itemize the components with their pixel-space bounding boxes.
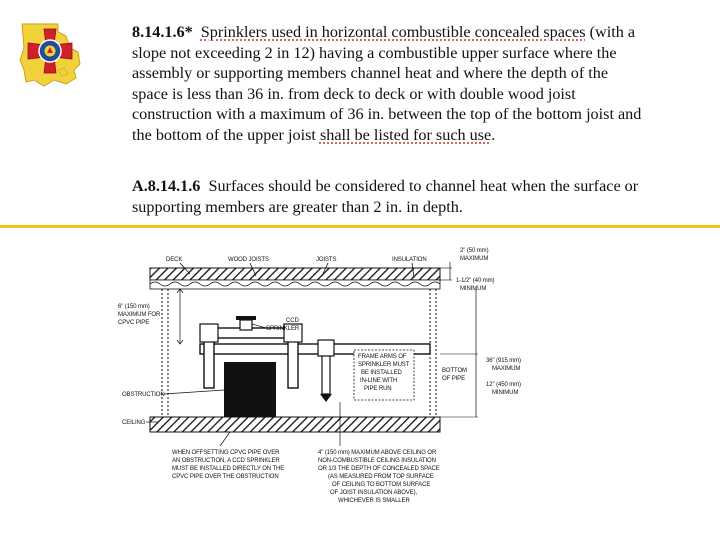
annex-number: A.8.14.1.6 bbox=[132, 177, 201, 195]
bottom-pipe-2: OF PIPE bbox=[442, 376, 465, 382]
insulation-band bbox=[150, 280, 440, 289]
section-line-3: assembly or supporting members channel heat and where the depth of the bbox=[132, 64, 609, 83]
label-sprinkler: SPRINKLER bbox=[266, 326, 300, 332]
label-deck: DECK bbox=[166, 257, 183, 263]
frame-note-3: BE INSTALLED bbox=[361, 370, 402, 376]
leader-bottom-left bbox=[220, 432, 230, 446]
bottom-right-3: OR 1/3 THE DEPTH OF CONCEALED SPACE bbox=[318, 466, 440, 472]
section-line-1: (with a bbox=[589, 23, 636, 41]
bottom-left-4: CPVC PIPE OVER THE OBSTRUCTION bbox=[172, 474, 279, 480]
section-title: Sprinklers used in horizontal combustible concealed spaces bbox=[200, 23, 586, 41]
label-wood-joists: WOOD JOISTS bbox=[228, 257, 269, 263]
section-line-5: construction with a maximum of 36 in. between the top of the bottom joist and bbox=[132, 105, 642, 124]
pipe-elbow-left bbox=[200, 324, 218, 342]
bottom-left-3: MUST BE INSTALLED DIRECTLY ON THE bbox=[172, 466, 285, 472]
bottom-left-2: AN OBSTRUCTION, A CCD SPRINKLER bbox=[172, 458, 280, 464]
section-number: 8.14.1.6* bbox=[132, 23, 193, 41]
obstruction-block bbox=[224, 362, 276, 417]
ccd-sprinkler-deflector bbox=[236, 316, 256, 320]
right-mid-2: MAXIMUM bbox=[492, 366, 521, 372]
section-listed-phrase: shall be listed for such use bbox=[319, 125, 492, 144]
bottom-right-5: OF CEILING TO BOTTOM SURFACE bbox=[332, 482, 431, 488]
deck-band bbox=[150, 268, 440, 280]
pendent-sprinkler bbox=[320, 394, 332, 402]
section-line-2: slope not exceeding 2 in 12) having a combustible upper surface where the bbox=[132, 43, 617, 62]
label-obstruction: OBSTRUCTION bbox=[122, 392, 165, 398]
sprinkler-drop bbox=[322, 352, 330, 394]
frame-note-4: IN-LINE WITH bbox=[360, 378, 398, 384]
ceiling-band bbox=[150, 417, 440, 432]
bottom-right-2: NON-COMBUSTIBLE CEILING INSULATION bbox=[318, 458, 436, 464]
frame-note-5: PIPE RUN bbox=[364, 386, 392, 392]
bottom-right-7: WHICHEVER IS SMALLER bbox=[338, 498, 410, 504]
frame-note-2: SPRINKLER MUST bbox=[358, 362, 410, 368]
right-top-1: 2" (50 mm) bbox=[460, 248, 489, 254]
sprinkler-diagram bbox=[0, 240, 720, 540]
leader-obstruction bbox=[164, 390, 224, 394]
section-period: . bbox=[491, 125, 496, 144]
annex-line-2: supporting members are greater than 2 in. in depth. bbox=[132, 197, 463, 216]
fire-marshal-logo bbox=[18, 18, 84, 90]
section-paragraph bbox=[132, 22, 704, 146]
section-line-4: space is less than 36 in. from deck to deck or with double wood joist bbox=[132, 84, 576, 103]
right-mid-3: 12" (450 mm) bbox=[486, 382, 521, 388]
bottom-right-1: 4" (150 mm) MAXIMUM ABOVE CEILING OR bbox=[318, 450, 437, 456]
bottom-right-4: (AS MEASURED FROM TOP SURFACE bbox=[328, 474, 434, 480]
left-note-1: 6" (150 mm) bbox=[118, 304, 150, 310]
right-top-3: 1-1/2" (40 mm) bbox=[456, 278, 495, 284]
right-top-2: MAXIMUM bbox=[460, 256, 489, 262]
right-mid-1: 36" (915 mm) bbox=[486, 358, 521, 364]
annex-paragraph bbox=[132, 176, 704, 217]
bottom-pipe-1: BOTTOM bbox=[442, 368, 467, 374]
label-ccd: CCD bbox=[286, 318, 299, 324]
label-ceiling: CEILING bbox=[122, 420, 146, 426]
right-mid-4: MINIMUM bbox=[492, 390, 519, 396]
section-line-6: the bottom of the upper joist bbox=[132, 125, 316, 144]
label-insulation: INSULATION bbox=[392, 257, 427, 263]
frame-note-1: FRAME ARMS OF bbox=[358, 354, 407, 360]
ccd-sprinkler-head bbox=[240, 320, 252, 330]
bottom-right-6: OF JOIST INSULATION ABOVE), bbox=[330, 490, 418, 496]
left-note-3: CPVC PIPE bbox=[118, 320, 150, 326]
divider-line bbox=[0, 225, 720, 228]
label-joists: JOISTS bbox=[316, 257, 337, 263]
annex-line-1: Surfaces should be considered to channel heat when the surface or bbox=[208, 177, 639, 195]
right-top-4: MINIMUM bbox=[460, 286, 487, 292]
sprinkler-tee bbox=[318, 340, 334, 356]
bottom-left-1: WHEN OFFSETTING CPVC PIPE OVER bbox=[172, 450, 280, 456]
left-note-2: MAXIMUM FOR bbox=[118, 312, 161, 318]
